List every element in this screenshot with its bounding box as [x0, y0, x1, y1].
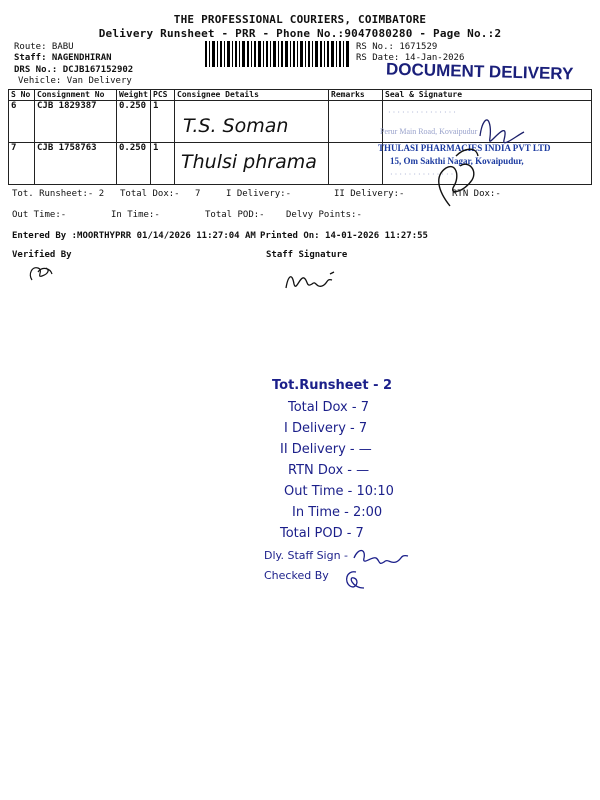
- pharmacy-seal-stamp: THULASI PHARMACIES INDIA PVT LTD: [378, 143, 551, 153]
- hw-tot-runsheet: Tot.Runsheet - 2: [272, 378, 393, 393]
- cell-sno: 6: [9, 101, 35, 143]
- tot-runsheet: Tot. Runsheet:- 2: [12, 189, 105, 199]
- col-consignment: Consignment No: [35, 90, 117, 101]
- cell-remarks: [329, 101, 383, 143]
- verified-signature: [26, 262, 56, 284]
- pharmacy-seal-address: 15, Om Sakthi Nagar, Kovaipudur,: [390, 156, 524, 166]
- cell-consignment: CJB 1758763: [35, 143, 117, 185]
- hw-checked-by: Checked By: [264, 569, 329, 582]
- hw-out-time: Out Time - 10:10: [284, 484, 394, 499]
- out-time-label: Out Time:-: [12, 210, 67, 220]
- cell-sno: 7: [9, 143, 35, 185]
- entered-by: Entered By :MOORTHYPRR 01/14/2026 11:27:04 AM: [12, 231, 256, 241]
- company-title: THE PROFESSIONAL COURIERS, COIMBATORE: [173, 13, 427, 26]
- cell-weight: 0.250: [117, 101, 151, 143]
- hw-total-dox: Total Dox - 7: [288, 400, 369, 415]
- cell-remarks: [329, 143, 383, 185]
- printed-on: Printed On: 14-01-2026 11:27:55: [260, 231, 428, 241]
- hw-total-pod: Total POD - 7: [280, 526, 364, 541]
- total-dox-label: Total Dox:-: [120, 189, 180, 199]
- col-consignee: Consignee Details: [175, 90, 329, 101]
- staff-label: Staff: NAGENDHIRAN: [14, 53, 112, 63]
- ii-delivery-label: II Delivery:-: [334, 189, 405, 199]
- cell-consignee: [175, 101, 329, 143]
- total-dox-value: 7: [195, 189, 201, 199]
- rtn-dox-label: RTN Dox:-: [452, 189, 501, 199]
- cell-consignment: CJB 1829387: [35, 101, 117, 143]
- faint-seal-stamp: · · · · · · · · · · · · · · ·: [388, 108, 456, 117]
- route-label: Route: BABU: [14, 42, 74, 52]
- col-seal: Seal & Signature: [383, 90, 592, 101]
- col-sno: S No: [9, 90, 35, 101]
- vehicle-label: Vehicle: Van Delivery: [18, 76, 132, 86]
- hw-checked-signature: [340, 568, 370, 592]
- i-delivery-label: I Delivery:-: [226, 189, 292, 199]
- cell-consignee: [175, 143, 329, 185]
- hw-dly-staff-sign: Dly. Staff Sign -: [264, 549, 349, 562]
- delvy-points-label: Delvy Points:-: [286, 210, 362, 220]
- staff-signature-scribble: [282, 266, 342, 294]
- hw-rtn-dox: RTN Dox - —: [288, 463, 370, 478]
- hw-staff-signature: [352, 546, 414, 568]
- cell-weight: 0.250: [117, 143, 151, 185]
- cell-pcs: 1: [151, 143, 175, 185]
- cell-pcs: 1: [151, 101, 175, 143]
- consignee-handwriting: Thulsi phrama: [181, 151, 317, 173]
- in-time-label: In Time:-: [111, 210, 160, 220]
- barcode: [205, 41, 350, 67]
- faint-seal-stamp: · · · · · · · · · · · · · ·: [390, 170, 454, 179]
- runsheet-subtitle: Delivery Runsheet - PRR - Phone No.:9047080280 - Page No.:2: [98, 27, 502, 40]
- total-pod-label: Total POD:-: [205, 210, 265, 220]
- hw-ii-delivery: II Delivery - —: [280, 442, 372, 457]
- col-pcs: PCS: [151, 90, 175, 101]
- faint-seal-stamp: Perur Main Road, Kovaipudur: [380, 127, 478, 136]
- rs-number: RS No.: 1671529: [356, 42, 438, 52]
- document-delivery-stamp: DOCUMENT DELIVERY: [385, 59, 574, 84]
- col-weight: Weight: [117, 90, 151, 101]
- consignee-handwriting: T.S. Soman: [183, 115, 289, 137]
- hw-in-time: In Time - 2:00: [292, 505, 383, 520]
- verified-by-label: Verified By: [12, 250, 72, 260]
- rs-date: RS Date: 14-Jan-2026: [356, 53, 465, 63]
- drs-label: DRS No.: DCJB167152902: [14, 65, 134, 75]
- hw-i-delivery: I Delivery - 7: [284, 421, 368, 436]
- col-remarks: Remarks: [329, 90, 383, 101]
- staff-signature-label: Staff Signature: [266, 250, 348, 260]
